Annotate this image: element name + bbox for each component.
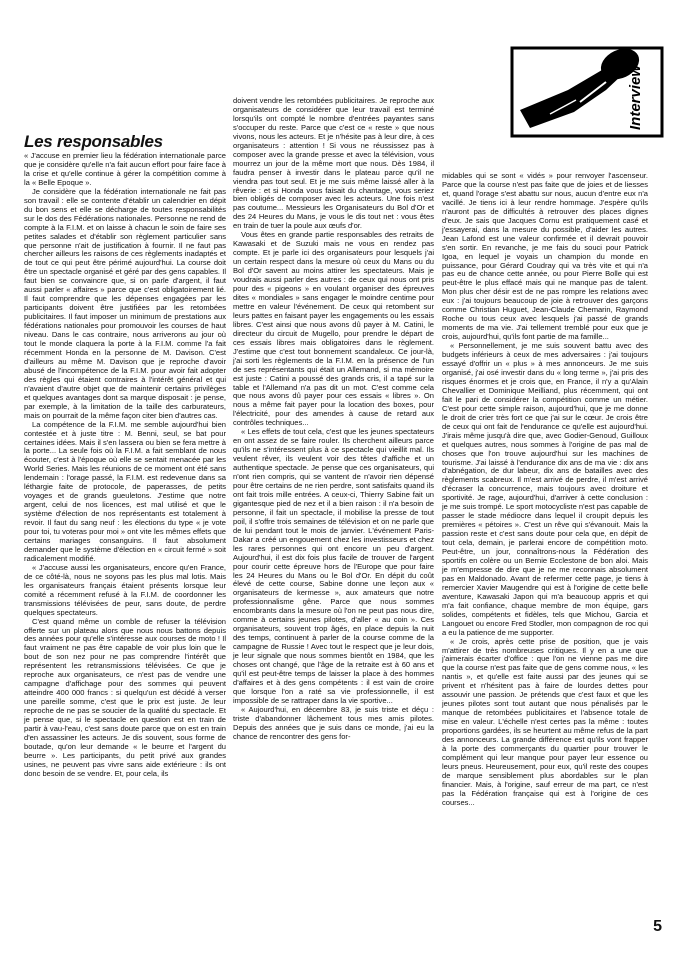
paragraph: La compétence de la F.I.M. me semble aujourd'hui bien contestée et à juste titre : M. Benni, seul, se bat pour certaines idées. Mais il s'en lassera ou bien se fera mettre à la porte... La seule fois où la F.I.M. a fait semblant de nous écouter, c'est à l'époque où elle se sentait menacée par les World Series. Mais les réunions de ce moment ont été sans lendemain : l'orage passé, la F.I.M. est redevenue dans sa léthargie faite de protocole, de paperasses, de petits voyages et de grands gueuletons. J'estime que notre argent, celui de nos licences, est mal utilisé et que le système d'élection de nos représentants est totalement à revoir. Il faut du sang neuf : les élections du type « je vote pour toi, tu voteras pour moi » ont vite les mêmes effets que certains mariages consanguins. Il faut absolument demander que le système d'élection en « circuit fermé » soit radicalement modifié. <box>24 419 226 563</box>
paragraph: Je considère que la fédération internationale ne fait pas son travail : elle se contente d'établir un calendrier en dépit du bon sens et elle se décharge de toutes responsabilités sur le dos des Fédérations nationales. Personne ne rend de compte à la F.I.M. et on laisse à chacun le soin de faire ses petites salades et d'établir son règlement particulier sans que personne n'ait de justification à fournir. Il ne faut pas chercher ailleurs les raisons de ces règlements inadaptés et de tout ce qui peut être périmé aujourd'hui. La course doit être un spectacle organisé et géré par des gens capables. Il faut bien se convaincre que, si on parle d'argent, il faut aussi parler « affaires » parce que c'est obligatoirement lié. Il faut comprendre que les dépenses engagées par les participants doivent être justifiées par les retombées publicitaires. Il faut imposer un minimum de prestations aux fédérations nationales pour promouvoir les courses de haut niveau. Dans le cas contraire, nous arriverons au jour où tout le monde claquera la porte à la F.I.M. comme l'a fait récemment Honda en la personne de M. Davison. C'est d'ailleurs au même M. Davison que je reproche d'avoir abusé de l'incompétence de la F.I.M. pour avoir fait adopter des règles qui étaient contraires à l'intérêt général et qui n'avaient d'autre objet que de maintenir certains privilèges et quelques avantages dont sa marque disposait : je pense, par exemple, à la limitation de la taille des carburateurs, mais on pourrait de la même façon citer bien d'autres cas. <box>24 186 226 420</box>
paragraph: « Je crois, après cette prise de position, que je vais m'attirer de très nombreuses critiques. Il y en a une que j'aimerais écarter d'office : que l'on ne vienne pas me dire que la course n'est pas faite que de gens comme nous, « les nantis », et qu'elle est faite aussi par des jeunes qui se privent et n'hésitent pas à faire de lourdes dettes pour assouvir une passion. Je prétends que c'est faux et que les jeunes pilotes sont tout autant que nous pénalisés par le manque de retombées publicitaires et l'absence totale de mise en valeur. L'échelle n'est certes pas la même : toutes proportions gardées, ils se heurtent au même refus de la part des annonceurs. La grande différence est qu'ils vont frapper à la porte des commerçants du quartier pour trouver le complément qui leur manque pour payer leur essence ou leurs pneus. Heureusement, pour eux, qu'il reste des coupes de marque sensiblement plus abordables sur le plan financier. Mais, à l'origine, sauf erreur de ma part, ce n'est pas la Fédération française qui est à l'origine de ces courses... <box>442 636 648 807</box>
paragraph: « J'accuse en premier lieu la fédération internationale parce que je considère qu'elle n'a fait aucun effort pour faire face à la crise et qu'elle continue à gérer la compétition comme à la « Belle Epoque ». <box>24 151 226 187</box>
paragraph: Vous êtes en grande partie responsables des retraits de Kawasaki et de Suzuki mais ne vous en rendez pas compte. Et je parle ici des organisateurs pour lesquels j'ai un certain respect dans la mesure où ceux du Mans ou du Bol d'Or savent au moins attirer les spectateurs. Mais je voudrais aussi parler des autres : de ceux qui nous ont pris pour des « pigeons » en voulant organiser des épreuves dites « mondiales » sans engager le moindre centime pour mettre en valeur l'événement. De ceux qui retombent sur leurs pattes en faisant payer les engagements ou les essais libres. C'est ainsi que nous avons dû payer à M. Catini, le directeur du circuit de Mugello, pour prendre le départ de ces essais libres mais obligatoires dans le règlement. J'estime que c'est tout bonnement scandaleux. Ce jour-là, j'ai sorti les règlements de la F.I.M. en la présence de l'un de ses représentants qui était un Allemand, si ma mémoire est juste : Catini a poussé des grands cris, il a tapé sur la table et l'Allemand n'a pas dit un mot. C'est comme cela que nous avons dû payer pour ces essais « libres ». On nous a même fait payer pour la location des boxes, pour l'électricité, pour des amendes à cause de retard aux contrôles techniques... <box>233 230 434 428</box>
interview-tag: Interview <box>627 64 644 130</box>
text-column-3 <box>442 172 648 808</box>
text-column-1 <box>24 152 226 779</box>
paragraph: « J'accuse aussi les organisateurs, encore qu'en France, de ce côté-là, nous ne soyons pas les plus mal lotis. Mais les organisateurs français étaient présents lorsque leur comité a récemment refusé à la F.I.M. de coordonner les transmissions télévisées de peur, sans doute, de perdre quelques spectateurs. <box>24 562 226 617</box>
paragraph: C'est quand même un comble de refuser la télévision offerte sur un plateau alors que nous nous battons depuis des années pour qu'elle s'intéresse aux courses de moto ! Il faut vraiment ne pas être capable de voir plus loin que le bout de son nez pour ne pas comprendre l'intérêt que représentent les retransmissions télévisées. Ce que je reproche aux organisateurs, ce n'est pas de vendre une campagne d'affichage pour des sommes qui peuvent atteindre 400 000 francs : si quelqu'un est décidé à verser une pareille somme, c'est que le prix est juste. Je leur reproche de ne pas se soucier de la qualité du spectacle. Et je pense que, si le spectacle en question est en train de partir à vau-l'eau, c'est sans doute parce que on est en train d'en assassiner les acteurs. Je dis souvent, sous forme de boutade, qu'on leur demande « le beurre et l'argent du beurre ». Les participants, du petit privé aux grandes usines, ne peuvent pas vivre sans aide extérieure : ils ont donc besoin de se vendre. Et, pour cela, ils <box>24 616 226 778</box>
paragraph: « Les effets de tout cela, c'est que les jeunes spectateurs en ont assez de se faire rouler. Ils cherchent ailleurs parce qu'ils ne s'intéressent plus à ce spectacle qui vieillit mal. Ils veulent rêver, ils veulent voir des têtes d'affiche et un authentique spectacle. Je pense que ces organisateurs, qui n'ont rien compris, qui se vantent de n'avoir rien dépensé pour être certains de ne rien perdre, sont satisfaits quand ils ont fait trois mille entrées. A ceux-ci, Thierry Sabine fait un gigantesque pied de nez et il a bien raison : il n'a besoin de personne, il fait un spectacle, il mobilise la presse de tout poil, il s'offre trois semaines de télévision et on ne parle que de lui pendant tout le mois de janvier. L'événement Paris-Dakar a créé un engouement chez les investisseurs et chez les rares personnes qui ont encore un peu d'argent. Aujourd'hui, il est dix fois plus facile de trouver de l'argent pour courir cette épreuve hors de l'Europe que pour faire les 24 Heures du Mans ou le Bol d'Or. En dépit du coût élevé de cette course, Sabine donne une leçon aux « organisateurs de kermesse », aux amateurs que notre professionnalisme gêne. Parce que nous sommes encombrants dans la mesure où l'on ne peut pas nous dire, comme à certains jeunes pilotes, d'aller « au coin ». Ces organisateurs, souvent trop âgés, en place depuis la nuit des temps, continuent à parler de la course comme de la campagne de Russie ! Avec tout le respect que je leur dois, je leur signale que nous sommes bientôt en 1984, que les choses ont changé, que l'âge de la retraite est à 60 ans et qu'il est peut-être temps de laisser la place à des hommes d'affaires et à des gens compétents : il est vain de croire que lorsque l'on a raté sa vie professionnelle, il est impossible de se rattraper dans la vie sportive... <box>233 427 434 705</box>
interview-logo <box>510 30 665 140</box>
paragraph: « Aujourd'hui, en décembre 83, je suis triste et déçu : triste d'abandonner lâchement tous mes amis pilotes. Depuis des années que je suis dans ce monde, j'ai eu la chance de rencontrer des gens for- <box>233 704 434 741</box>
article-heading: Les responsables <box>24 132 163 151</box>
paragraph: doivent vendre les retombées publicitaires. Je reproche aux organisateurs de considérer que leur travail est terminé lorsqu'ils ont compté le nombre d'entrées payantes sans s'occuper du reste. Parce que c'est ce « reste » que nous vivons, nous les acteurs. Et je n'hésite pas à leur dire, à ces organisateurs : attention ! Si vous ne réussissez pas à composer avec la grande presse et avec la télévision, vous mourrez un jour de la même mort que nous. Dès 1984, il faudra penser à investir dans le plateau parce qu'il ne viendra pas tout seul. Et je me suis même laissé aller à la rêverie : et si Honda vous faisait du chantage, vous seriez bien obligés de composer avec les acteurs. Une fois n'est pas coutume... Messieurs les Organisateurs du Bol d'Or et des 24 Heures du Mans, je vous le dis tout net : vous êtes en train de tuer la poule aux œufs d'or. <box>233 96 434 231</box>
paragraph: « Personnellement, je me suis souvent battu avec des budgets inférieurs à ceux de mes adversaires : j'ai toujours essayé d'offrir un « plus » à mes annonceurs. Je me suis organisé, j'ai osé investir dans du « long terme », j'ai pris des risques énormes et je crois que, en France, il n'y a qu'Alain Chevallier et Dominique Meilliand, plus récemment, qui ont fait le pari de considérer la compétition comme un métier. C'est pour cette simple raison, aujourd'hui, que je me donne le droit de crier très fort ce que j'ai sur le cœur. Je crois être de ceux qui ont fait de l'endurance ce qu'elle est aujourd'hui. J'irais même jusqu'à dire que, avec Godier-Genoud, Guilloux et quelques autres, nous sommes à l'origine de pas mal de choses que l'on trouve aujourd'hui sur les machines de tourisme. J'ai laissé à l'endurance dix ans de ma vie : dix ans d'abnégation, de dur labeur, dix ans de batailles avec des règlements scabreux. Il m'est arrivé de perdre, il m'est arrivé d'écraser la concurrence, mais toujours avec droiture et sportivité. Je rage, aujourd'hui, d'arriver à cette conclusion : je me suis trompé. Le sport motocycliste n'est pas capable de passer le stade médiocre dans lequel il croupit depuis les premières « pétoires ». C'est un rêve qui s'évanouit. Mais la passion reste et c'est sans doute pour cela que, en dépit de tout cela, demain, je parlerai encore de compétition moto. Peut-être, un jour, connaîtrons-nous la Fédération des sportifs en colère ou un Bernie Ecclestone de bon aloi. Mais je m'empresse de dire que je ne me reconnais absolument pas en Maldonado. Avant de refermer cette page, je tiens à remercier Xavier Maugendre qui est à l'origine de cette belle aventure, Kawasaki Japon qui m'a beaucoup appris et qui m'a fait confiance, chaque membre de mon équipe, gars solides, compétents et fidèles, tels que Michou, Garcia et Langouet ou encore Fred Stodler, mon compagnon de roc qui a eu la patience de me supporter. <box>442 341 648 637</box>
text-column-2 <box>233 97 434 742</box>
page-number: 5 <box>653 918 662 935</box>
paragraph: midables qui se sont « vidés » pour renvoyer l'ascenseur. Parce que la course n'est pas faite que de joies et de liesses et, quand l'orage s'est abattu sur nous, aucun d'entre eux n'a vacillé. Je tiens ici à leur rendre hommage. J'espère qu'ils n'auront pas de difficultés à retrouver des places dignes d'eux. Je sais que Jacques Cornu est pratiquement casé et j'essayerai, dans la mesure du possible, d'aider les autres. Jean Lafond est une valeur confirmée et il devrait pouvoir s'en sortir. En revanche, je me fais du souci pour Patrick Igoa, en lequel je voyais un champion du monde en puissance, pour Gérard Coudray qui va très vite et qui n'a pas eu de chance cette année, ou pour Pierre Bolle qui est peut-être le plus effacé mais qui ne manque pas de talent. Mon plus cher désir est de ne pas rompre les relations avec eux : j'ai toujours beaucoup de joie à retrouver des garçons comme Christian Huguet, Jean-Claude Chemarin, Raymond Roche ou tous ceux avec lesquels j'ai passé de grands moments de ma vie. J'ai tellement tremblé pour eux que je crois, aujourd'hui, qu'ils font partie de ma famille... <box>442 171 648 342</box>
